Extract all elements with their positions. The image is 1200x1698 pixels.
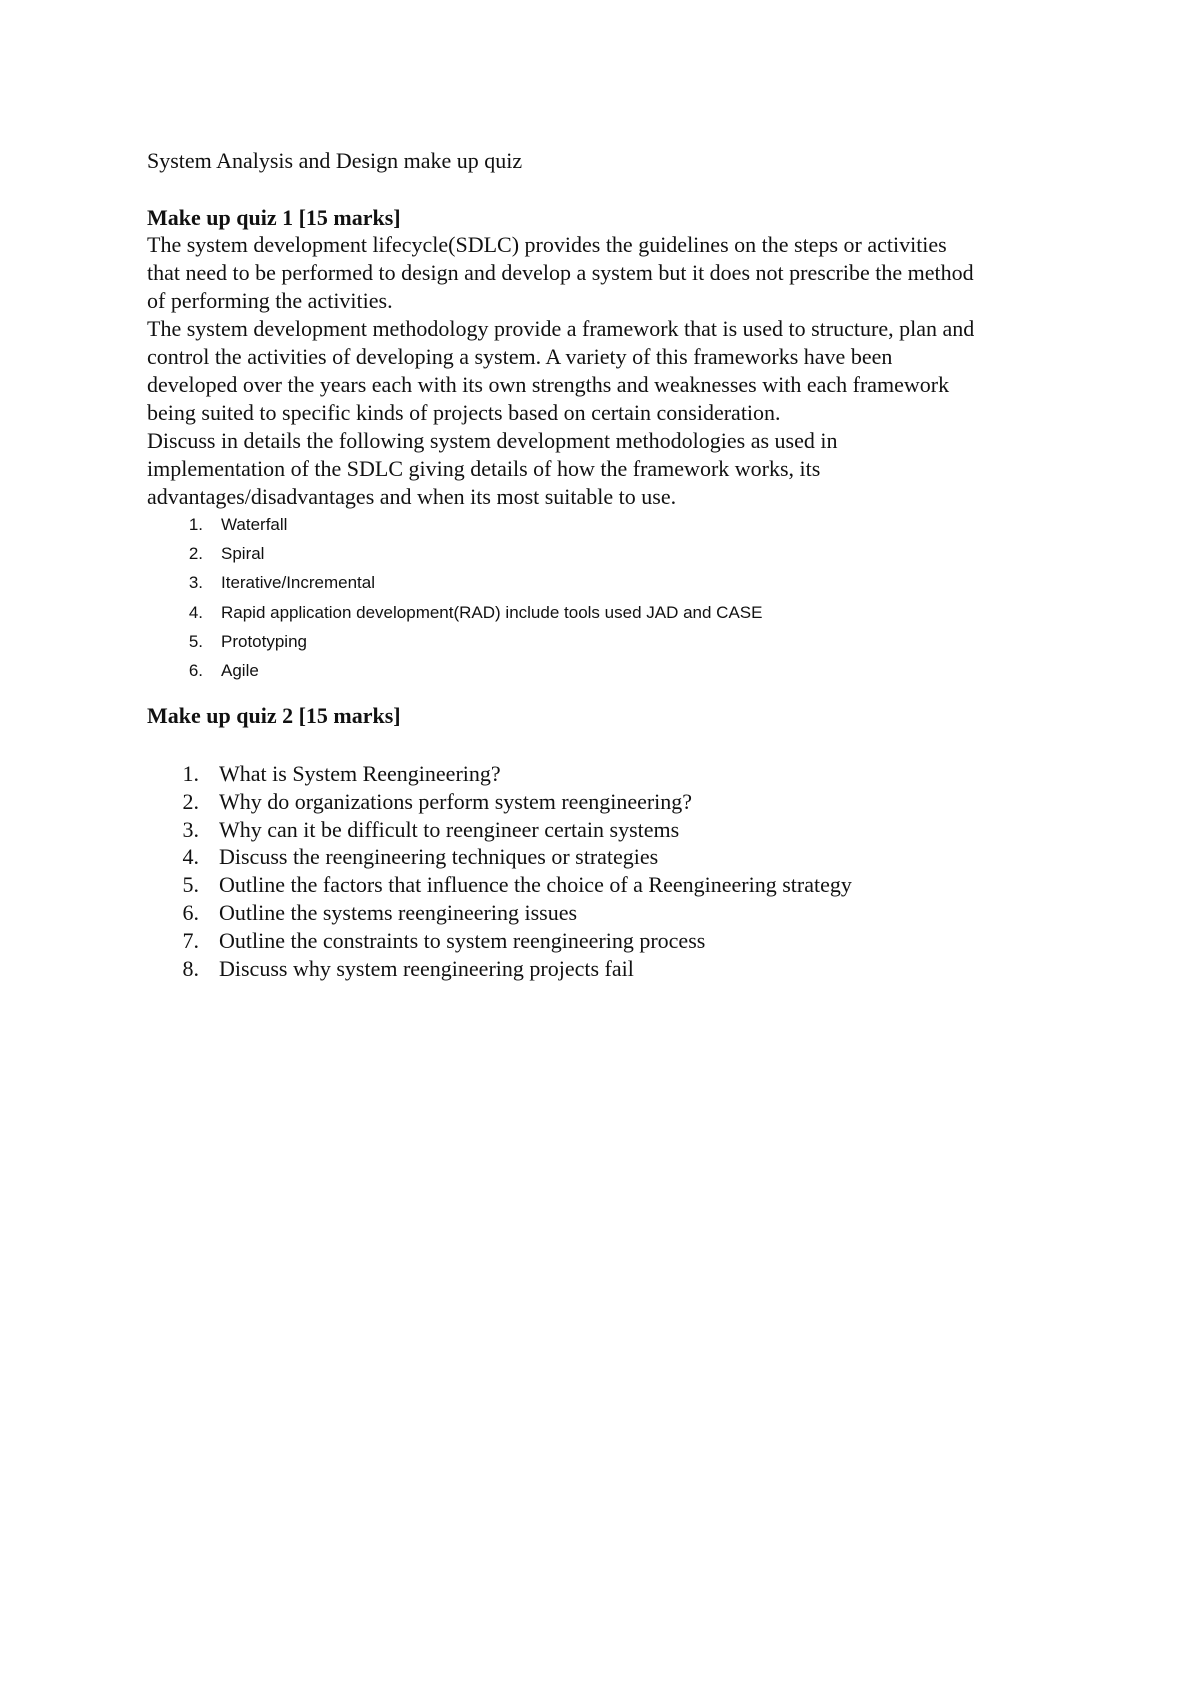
list-item-text: Spiral [221, 544, 265, 564]
list-item [147, 899, 852, 927]
paragraph-line: The system development lifecycle(SDLC) provides the guidelines on the steps or activities [147, 232, 947, 257]
list-item-text: Prototyping [221, 631, 307, 651]
list-item-number: 6. [182, 899, 199, 925]
paragraph-line: developed over the years each with its own strengths and weaknesses with each framework [147, 372, 950, 397]
list-item [147, 760, 852, 788]
list-item [147, 816, 852, 844]
list-item-number: 7. [182, 927, 199, 953]
list-item-number: 1. [182, 761, 199, 786]
list-item [147, 539, 762, 568]
list-item-text: What is System Reengineering? [219, 761, 501, 786]
list-item [147, 955, 852, 983]
list-item [147, 656, 762, 685]
list-item-text: Waterfall [221, 515, 288, 534]
paragraph-line: of performing the activities. [147, 288, 393, 313]
list-item [147, 927, 852, 955]
list-item-number: 4. [188, 602, 203, 622]
list-item-text: Iterative/Incremental [221, 573, 376, 593]
quiz1-instructions [147, 231, 1067, 511]
list-item-text: Rapid application development(RAD) include tools used JAD and CASE [221, 602, 763, 622]
paragraph-line: advantages/disadvantages and when its most suitable to use. [147, 484, 677, 509]
list-item-number: 3. [182, 816, 199, 842]
list-item-text: Agile [221, 660, 259, 680]
paragraph-line: The system development methodology provide a framework that is used to structure, plan and [147, 316, 975, 341]
list-item [147, 568, 762, 597]
list-item-number: 8. [182, 955, 199, 981]
list-item-text: Outline the factors that influence the choice of a Reengineering strategy [219, 872, 852, 898]
list-item-number: 2. [188, 544, 203, 564]
list-item [147, 598, 762, 627]
list-item [147, 627, 762, 656]
list-item-number: 1. [188, 515, 203, 534]
reengineering-question-list [147, 760, 852, 982]
list-item-number: 3. [188, 573, 203, 593]
list-item-text: Outline the constraints to system reengineering process [219, 927, 706, 953]
list-item [147, 871, 852, 899]
list-item-text: Why can it be difficult to reengineer certain systems [219, 816, 680, 842]
document-title: System Analysis and Design make up quiz [147, 148, 523, 173]
list-item-text: Outline the systems reengineering issues [219, 899, 578, 925]
quiz1-heading: Make up quiz 1 [15 marks] [147, 205, 401, 230]
list-item-number: 5. [188, 631, 203, 651]
list-item [147, 510, 762, 539]
list-item-number: 4. [182, 844, 199, 870]
quiz2-heading: Make up quiz 2 [15 marks] [147, 703, 401, 728]
paragraph-line: being suited to specific kinds of projects based on certain consideration. [147, 400, 781, 425]
paragraph-line: that need to be performed to design and develop a system but it does not prescribe the method [147, 260, 974, 285]
list-item-text: Discuss why system reengineering projects fail [219, 955, 634, 981]
paragraph-line: Discuss in details the following system development methodologies as used in [147, 428, 838, 453]
list-item-number: 2. [182, 788, 199, 814]
paragraph-line: control the activities of developing a system. A variety of this frameworks have been [147, 344, 893, 369]
list-item [147, 843, 852, 871]
list-item [147, 788, 852, 816]
methodology-list [147, 510, 762, 685]
paragraph-line: implementation of the SDLC giving details of how the framework works, its [147, 456, 821, 481]
list-item-number: 6. [188, 660, 203, 680]
list-item-number: 5. [182, 872, 199, 898]
list-item-text: Why do organizations perform system reengineering? [219, 788, 693, 814]
list-item-text: Discuss the reengineering techniques or strategies [219, 844, 659, 870]
